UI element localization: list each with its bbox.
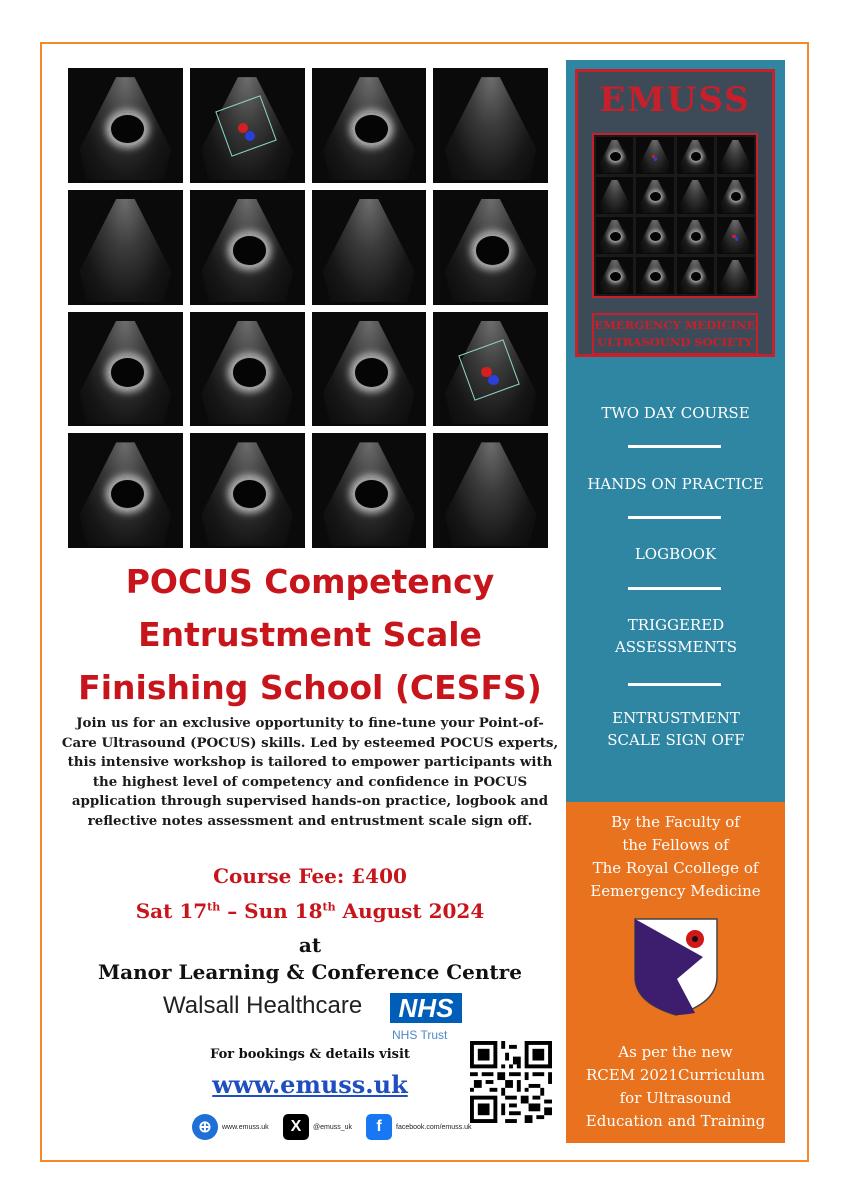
social-facebook[interactable]: f facebook.com/emuss.uk bbox=[366, 1112, 471, 1142]
ultrasound-image bbox=[312, 433, 427, 548]
logo-title: EMUSS bbox=[599, 80, 751, 120]
ultrasound-image bbox=[68, 433, 183, 548]
feature-item: ENTRUSTMENT SCALE SIGN OFF bbox=[607, 709, 745, 749]
at-label: at bbox=[298, 933, 322, 957]
divider bbox=[628, 587, 721, 590]
title-line: POCUS Competency bbox=[125, 562, 495, 601]
title-line: Finishing School (CESFS) bbox=[78, 668, 542, 707]
ultrasound-image bbox=[312, 312, 427, 427]
ultrasound-image bbox=[190, 190, 305, 305]
divider bbox=[628, 445, 721, 448]
ultrasound-image bbox=[190, 312, 305, 427]
ultrasound-image bbox=[433, 433, 548, 548]
emuss-logo bbox=[575, 69, 775, 357]
course-title bbox=[60, 555, 560, 714]
feature-item: TWO DAY COURSE bbox=[601, 404, 750, 422]
ultrasound-image-grid bbox=[68, 68, 548, 548]
social-web[interactable]: ⊕ www.emuss.uk bbox=[192, 1112, 269, 1142]
ultrasound-image bbox=[433, 68, 548, 183]
bookings-label: For bookings & details visit bbox=[210, 1047, 410, 1062]
x-logo-icon: X bbox=[283, 1114, 309, 1140]
venue-name: Manor Learning & Conference Centre bbox=[98, 960, 522, 984]
ultrasound-image bbox=[190, 433, 305, 548]
logo-image-grid bbox=[592, 133, 758, 298]
title-line: Entrustment Scale bbox=[138, 615, 482, 654]
feature-item: TRIGGERED ASSESSMENTS bbox=[614, 616, 738, 656]
feature-item: HANDS ON PRACTICE bbox=[587, 475, 764, 493]
ultrasound-image bbox=[68, 312, 183, 427]
qr-code-icon[interactable] bbox=[470, 1041, 552, 1123]
ultrasound-image bbox=[68, 68, 183, 183]
facebook-icon: f bbox=[366, 1114, 392, 1140]
walsall-healthcare-logo-text: Walsall Healthcare bbox=[163, 992, 363, 1019]
course-description: Join us for an exclusive opportunity to fine-tune your Point-of-Care Ultrasound (POCUS) skills. Led by esteemed POCUS experts, this intensive workshop is tailored to empower participants with the highest level of competency and confidence in POCUS application through supervised hands-on practice, logbook and reflective notes assessment and entrustment scale sign off. bbox=[61, 715, 559, 829]
nhs-logo: NHS bbox=[390, 993, 462, 1023]
ultrasound-image bbox=[190, 68, 305, 183]
curriculum-text: As per the new RCEM 2021Curriculum for Ultrasound Education and Training bbox=[585, 1043, 766, 1130]
ultrasound-image bbox=[68, 190, 183, 305]
nhs-trust-label: NHS Trust bbox=[392, 1028, 448, 1042]
divider bbox=[628, 516, 721, 519]
feature-item: LOGBOOK bbox=[634, 545, 717, 563]
ultrasound-image bbox=[433, 190, 548, 305]
course-fee: Course Fee: £400 bbox=[213, 864, 407, 888]
logo-subtitle: EMERGENCY MEDICINE ULTRASOUND SOCIETY bbox=[592, 313, 758, 355]
divider bbox=[628, 683, 721, 686]
ultrasound-image bbox=[312, 190, 427, 305]
social-x[interactable]: X @emuss_uk bbox=[283, 1112, 352, 1142]
ultrasound-image bbox=[312, 68, 427, 183]
ultrasound-image bbox=[433, 312, 548, 427]
globe-icon: ⊕ bbox=[192, 1114, 218, 1140]
course-dates: Sat 17th – Sun 18th August 2024 bbox=[135, 899, 485, 923]
faculty-text: By the Faculty of the Fellows of The Royal Ccollege of Eemergency Medicine bbox=[590, 813, 761, 900]
rcem-crest-icon bbox=[633, 917, 719, 1017]
website-link[interactable]: www.emuss.uk bbox=[212, 1070, 408, 1099]
